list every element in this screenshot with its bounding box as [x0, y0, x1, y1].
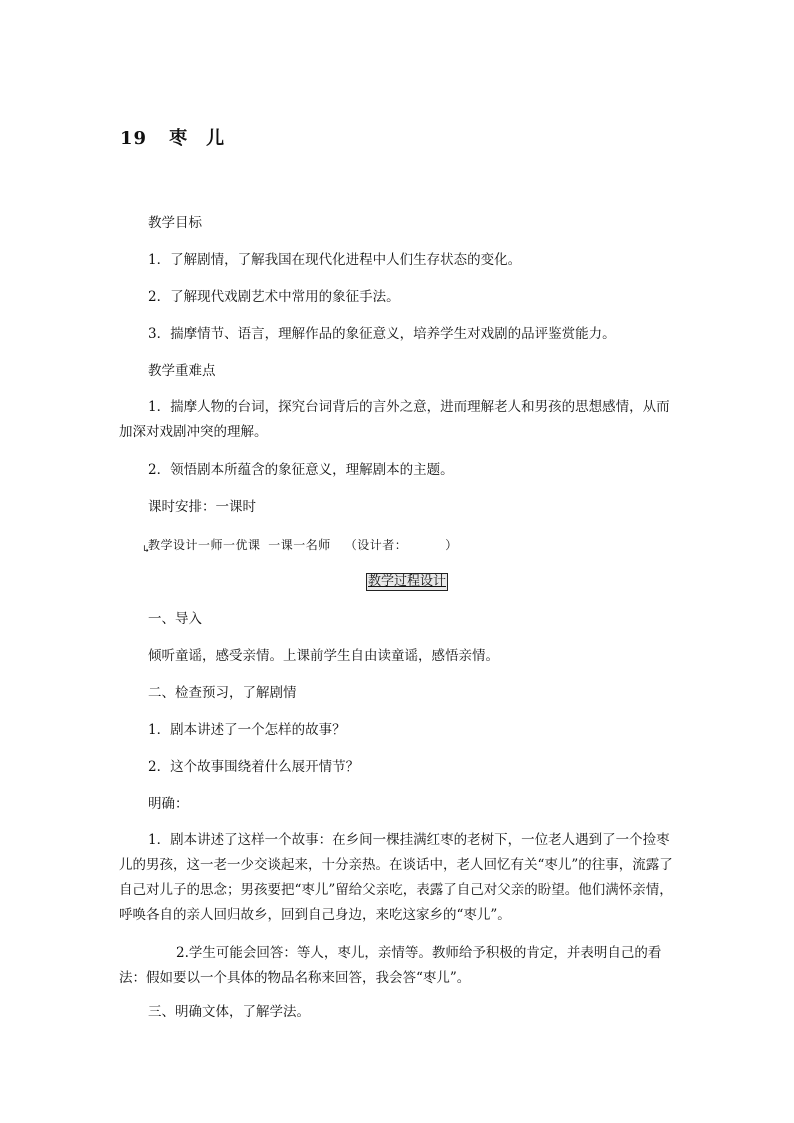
objectives-heading: 教学目标 [148, 215, 202, 231]
question-1: 1．剧本讲述了一个怎样的故事？ [148, 722, 346, 738]
lesson-title [120, 124, 225, 150]
answer-2: 2.学生可能会回答：等人，枣儿，亲情等。教师给予积极的肯定，并表明自己的看法：假如要以一个具体的物品名称来回答，我会答“枣儿”。 [119, 945, 662, 986]
section-intro-text: 倾听童谣，感受亲情。上课前学生自由读童谣，感悟亲情。 [148, 648, 499, 664]
schedule-line: 课时安排：一课时 [148, 499, 256, 515]
answer-1: 1．剧本讲述了这样一个故事：在乡间一棵挂满红枣的老树下，一位老人遇到了一个捡枣儿的男孩，这一老一少交谈起来，十分亲热。在谈话中，老人回忆有关“枣儿”的往事，流露了自己对儿子的思念；男孩要把“枣儿”留给父亲吃，表露了自己对父亲的盼望。他们满怀亲情，呼唤各自的亲人回归故乡，回到自己身边，来吃这家乡的“枣儿”。 [119, 832, 673, 923]
clarify-label: 明确： [148, 796, 189, 812]
banner-text: 教学设计一师一优课 一课一名师 [148, 538, 331, 552]
objective-item-3: 3．揣摩情节、语言，理解作品的象征意义，培养学生对戏剧的品评鉴赏能力。 [148, 326, 616, 342]
design-banner: ↳教学设计一师一优课 一课一名师 （设计者： ） [143, 538, 458, 555]
objective-item-1: 1．了解剧情，了解我国在现代化进程中人们生存状态的变化。 [148, 252, 522, 268]
key-point-item-2: 2．领悟剧本所蕴含的象征意义，理解剧本的主题。 [148, 462, 454, 478]
process-heading: 教学过程设计 [368, 574, 447, 589]
lesson-number: 19 [120, 128, 148, 149]
banner-close-paren: ） [445, 538, 458, 552]
banner-designer-label: （设计者： [344, 538, 402, 552]
section-check-title: 二、检查预习，了解剧情 [148, 685, 297, 701]
key-points-heading: 教学重难点 [148, 363, 216, 379]
key-point-item-1: 1．揣摩人物的台词，探究台词背后的言外之意，进而理解老人和男孩的思想感情，从而加深对戏剧冲突的理解。 [119, 399, 670, 440]
lesson-title-char-1: 枣 [169, 128, 189, 149]
objective-item-2: 2．了解现代戏剧艺术中常用的象征手法。 [148, 289, 400, 305]
section-intro-title: 一、导入 [148, 611, 202, 627]
lesson-title-char-2: 儿 [206, 128, 226, 149]
section-genre-title: 三、明确文体，了解学法。 [148, 1004, 310, 1020]
question-2: 2．这个故事围绕着什么展开情节？ [148, 759, 360, 775]
